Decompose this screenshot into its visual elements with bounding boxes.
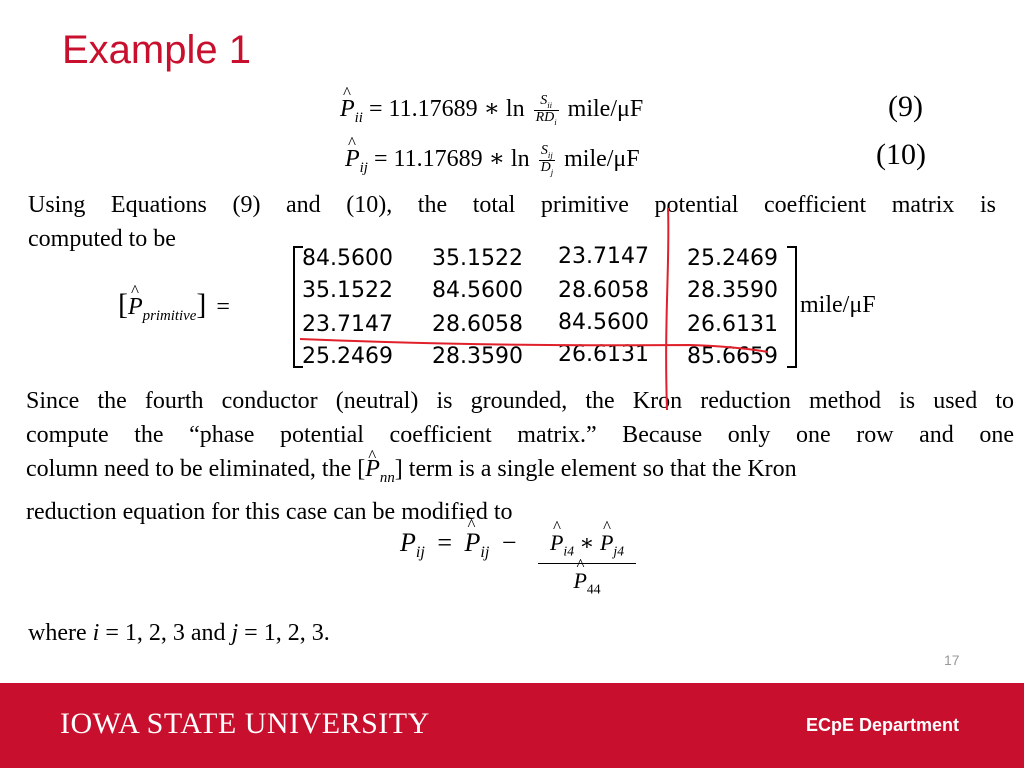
matrix-cell: 35.1522 <box>302 278 393 303</box>
eq10-unit: mile/μF <box>564 146 640 172</box>
eq10-fraction: $\frac{S_{ij}}{D_j}$ <box>540 143 554 177</box>
matrix-cell: 23.7147 <box>558 244 649 269</box>
paragraph-kron-line-3: column need to be eliminated, the [^ $P_{nn}$] term is a single element so that the Kron <box>26 452 1014 495</box>
matrix-cell: 25.2469 <box>302 344 393 369</box>
matrix-cell: 28.3590 <box>432 344 523 369</box>
matrix-right-bracket <box>787 246 797 368</box>
matrix-cell: 26.6131 <box>558 342 649 367</box>
matrix-cell: 28.6058 <box>432 312 523 337</box>
matrix-cell: 28.3590 <box>687 278 778 303</box>
equation-9-number: (9) <box>888 90 923 123</box>
paragraph-intro-line-2: computed to be <box>28 226 176 252</box>
paragraph-intro-line-1: Using Equations (9) and (10), the total primitive potential coefficient matrix is <box>28 192 996 218</box>
matrix-cell: 26.6131 <box>687 312 778 337</box>
equation-10-number: (10) <box>876 138 926 171</box>
footer-bar <box>0 683 1024 768</box>
university-logo: IOWA STATE UNIVERSITY <box>60 707 430 740</box>
paragraph-kron <box>26 384 1014 529</box>
matrix-cell: 85.6659 <box>687 344 778 369</box>
kron-fraction: ^ $P_{i4}$ ∗ ^ $P_{j4}$ ^ $P_{44}$ <box>538 530 636 598</box>
matrix-label: [^ $P_{primitive}$] = <box>118 288 230 325</box>
matrix-cell: 35.1522 <box>432 246 523 271</box>
matrix-cell: 84.5600 <box>558 310 649 335</box>
eq9-coefficient: = 11.17689 ∗ ln <box>368 96 525 122</box>
paragraph-kron-line-2: compute the “phase potential coefficient matrix.” Because only one row and one <box>26 422 1014 448</box>
equation-9: ^ $P_{ii} = 11.17689$ ∗ ln $\frac{S_{ii}}{RD_i}$ mile/μF <box>340 94 643 127</box>
eq9-unit: mile/μF <box>567 96 644 122</box>
department-label: ECpE Department <box>806 715 960 735</box>
equation-10: ^ $P_{ij} = 11.17689$ ∗ ln $\frac{S_{ij}}{D_j}$ mile/μF <box>345 144 640 177</box>
eq9-fraction: $\frac{S_{ii}}{RD_i}$ <box>535 93 557 127</box>
matrix-equals: = <box>216 294 230 320</box>
paragraph-kron-line-1: Since the fourth conductor (neutral) is grounded, the Kron reduction method is used to <box>26 388 1014 414</box>
matrix-unit: mile/μF <box>800 292 876 318</box>
matrix-cell: 23.7147 <box>302 312 393 337</box>
paragraph-kron-line-4: reduction equation for this case can be modified to <box>26 498 513 525</box>
matrix-cell: 25.2469 <box>687 246 778 271</box>
kron-equation: $P_{ij}$ = ^ $P_{ij}$ − <box>400 528 517 562</box>
eq10-coefficient: = 11.17689 ∗ ln <box>373 146 530 172</box>
matrix-cell: 28.6058 <box>558 278 649 303</box>
matrix-cell: 84.5600 <box>302 246 393 271</box>
matrix-cell: 84.5600 <box>432 278 523 303</box>
slide-title: Example 1 <box>62 28 251 72</box>
where-line: where i = 1, 2, 3 and j = 1, 2, 3. <box>28 620 330 646</box>
page-number: 17 <box>944 652 960 668</box>
